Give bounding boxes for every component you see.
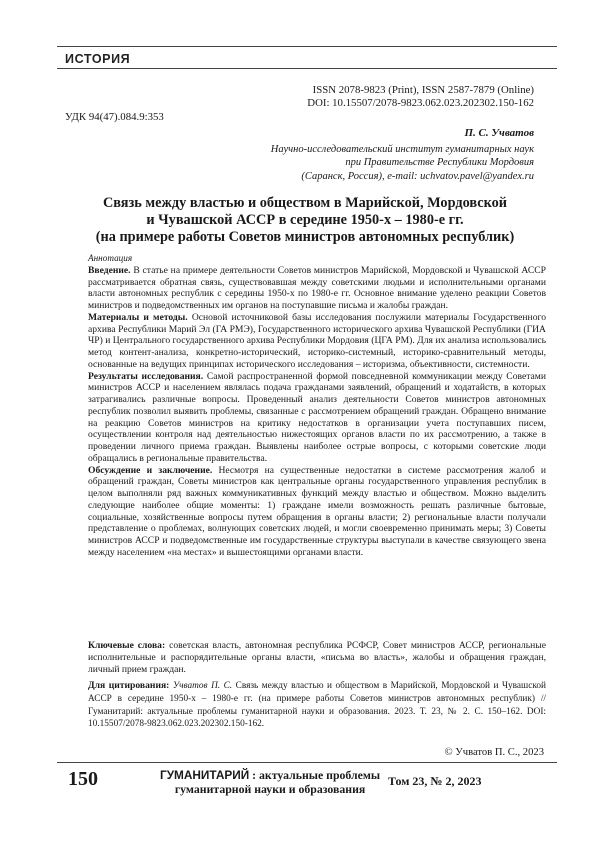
identifiers xyxy=(307,84,534,110)
section-heading: Материалы и методы. xyxy=(88,311,188,323)
volume-issue: Том 23, № 2, 2023 xyxy=(388,774,482,788)
author-name: П. С. Учватов xyxy=(464,127,534,139)
citation xyxy=(88,680,546,731)
author-affiliation xyxy=(271,143,534,183)
section-text: Несмотря на существенные недостатки в системе рассмотрения жалоб и обращений граждан, Советы министров как центральные органы государственного управления республик в целом выполняли ряд важных коммуникативных функций между властью и обществом. Можно выделить следующие наиболее общие моменты: 1) граждане имели возможность решать различные бытовые, социальные, хозяйственные вопросы путем обращения в органы власти; 2) региональные власти получали представление о проблемах, волнующих советских людей, и могли своевременно принимать меры; 3) Советы министров АССР и подведомственные им государственные структуры выступали в качестве связующего звена между населением «на местах» и вышестоящими органами власти. xyxy=(88,464,546,558)
section-text: В статье на примере деятельности Советов министров Марийской, Мордовской и Чувашской АССР рассматривается обратная связь, существовавшая между советскими людьми и исполнительными органами власти автономных республик с середины 1950-х по 1980-е гг. Основное внимание уделено реакции Советов министров и подведомственных им органов на поступавшие письма и жалобы граждан. xyxy=(88,264,546,311)
journal-subtitle-line2: гуманитарной науки и образования xyxy=(174,782,366,796)
keywords-text: советская власть, автономная республика РСФСР, Совет министров АССР, региональные исполнительные и распорядительные органы власти, «письма во власть», жалобы и обращения граждан, личный прием граждан. xyxy=(88,640,546,675)
section-heading: Результаты исследования. xyxy=(88,370,204,382)
doi: DOI: 10.15507/2078-9823.062.023.202302.150-162 xyxy=(307,97,534,109)
abstract-discussion xyxy=(88,465,546,559)
affil-line: при Правительстве Республики Мордовия xyxy=(345,157,534,169)
section-text: Самой распространенной формой повседневной коммуникации между Советами министров АССР и населением являлась подача гражданами заявлений, обращений и ходатайств, в которых затрагивались различные вопросы. Проведенный анализ деятельности Советов министров автономных республик позволил выявить проблемы, связанные с рассмотрением обращений граждан. Обращено внимание на реакцию Советов министров на критику недостатков в организации учета поступавших писем, осуществлении контроля над деятельностью нижестоящих органов власти по их рассмотрению, а также в проведении личного приема граждан. Выявлены наиболее острые вопросы, с которыми советские люди обращались в региональные правительства. xyxy=(88,370,546,464)
page-number: 150 xyxy=(68,768,98,790)
journal-name xyxy=(160,768,380,796)
journal-title: ГУМАНИТАРИЙ xyxy=(160,768,250,782)
copyright: © Учватов П. С., 2023 xyxy=(444,747,544,758)
affil-line: (Саранск, Россия), e-mail: uchvatov.pavel@yandex.ru xyxy=(301,170,534,182)
abstract-label: Аннотация xyxy=(88,253,133,263)
abstract xyxy=(88,253,546,559)
section-text: Основой источниковой базы исследования послужили материалы Государственного архива Республики Марий Эл (ГА РМЭ), Государственного исторического архива Чувашской Республики (ГИА ЧР) и Центрального государственного архива Республики Мордовия (ЦГА РМ). Для их анализа использовались метод контент-анализа, конкретно-исторический, историко-системный, историко-сравнительный методы, основанные на ведущих принципах исторического исследования – историзма, объективности, системности. xyxy=(88,311,546,370)
citation-author: Учватов П. С. xyxy=(169,681,233,691)
section-heading: Обсуждение и заключение. xyxy=(88,464,213,476)
footer-rule xyxy=(57,762,557,763)
title-line: Связь между властью и обществом в Марийской, Мордовской xyxy=(102,195,508,211)
section-heading: Введение. xyxy=(88,264,131,276)
keywords-label: Ключевые слова: xyxy=(88,640,166,651)
header-rule-top xyxy=(57,46,557,47)
issn: ISSN 2078-9823 (Print), ISSN 2587-7879 (Online) xyxy=(312,84,534,96)
section-title: ИСТОРИЯ xyxy=(65,52,131,66)
title-line: (на примере работы Советов министров автономных республик) xyxy=(95,229,515,245)
udk: УДК 94(47).084.9:353 xyxy=(65,111,164,123)
citation-text: Связь между властью и обществом в Марийской, Мордовской и Чувашской АССР в середине 1950-х – 1980-е гг. (на примере работы Советов министров автономных республик) // Гуманитарий: актуальные проблемы гуманитарной науки и образования. 2023. Т. 23, № 2. С. 150–162. DOI: 10.15507/2078-9823.062.023.202302.150-162. xyxy=(88,681,546,730)
header-rule-bottom xyxy=(57,68,557,69)
abstract-introduction xyxy=(88,265,546,312)
citation-label: Для цитирования: xyxy=(88,680,170,691)
journal-subtitle: : актуальные проблемы xyxy=(249,768,381,782)
abstract-methods xyxy=(88,312,546,371)
article-title xyxy=(65,195,545,246)
abstract-results xyxy=(88,371,546,465)
keywords xyxy=(88,640,546,675)
title-line: и Чувашской АССР в середине 1950-х – 1980-е гг. xyxy=(146,212,464,228)
affil-line: Научно-исследовательский институт гуманитарных наук xyxy=(270,144,534,155)
